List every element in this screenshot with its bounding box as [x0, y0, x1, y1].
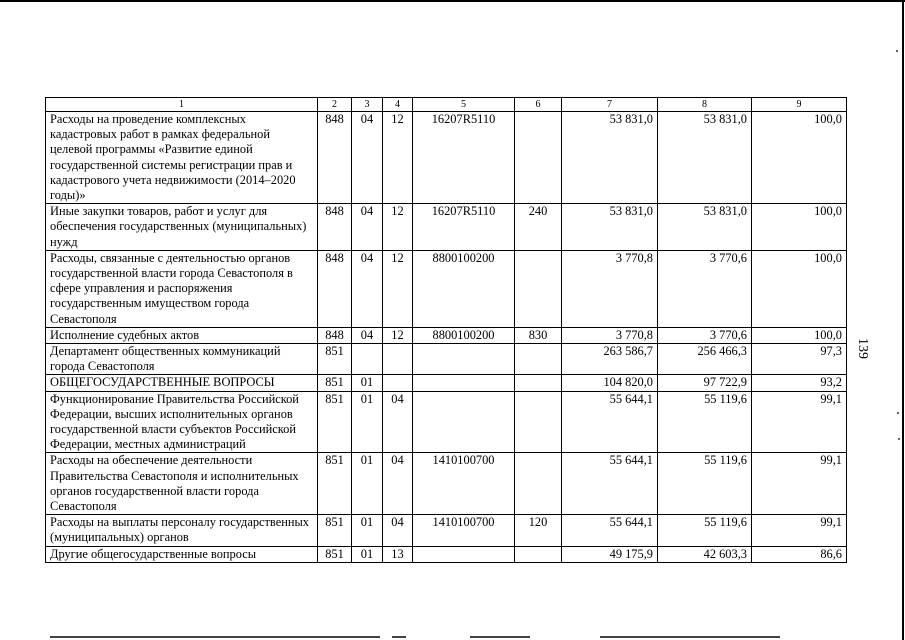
dept-code: 851 — [318, 453, 352, 515]
scan-speck — [898, 438, 900, 440]
table-row — [46, 327, 847, 343]
executed-amount: 55 119,6 — [658, 453, 752, 515]
target-item-code — [413, 391, 515, 453]
dept-code: 851 — [318, 391, 352, 453]
subsection-code: 12 — [383, 327, 413, 343]
target-item-code — [413, 344, 515, 375]
planned-amount: 55 644,1 — [562, 453, 658, 515]
expense-type-code — [515, 375, 562, 391]
planned-amount: 263 586,7 — [562, 344, 658, 375]
target-item-code: 16207R5110 — [413, 204, 515, 251]
dept-code: 851 — [318, 515, 352, 546]
target-item-code — [413, 546, 515, 562]
executed-amount: 3 770,6 — [658, 327, 752, 343]
scan-bottom-line — [50, 636, 380, 638]
planned-amount: 55 644,1 — [562, 515, 658, 546]
row-name: Расходы на выплаты персоналу государственных (муниципальных) органов — [46, 515, 318, 546]
planned-amount: 3 770,8 — [562, 250, 658, 327]
expense-type-code: 830 — [515, 327, 562, 343]
execution-percent: 99,1 — [752, 515, 847, 546]
expense-type-code: 120 — [515, 515, 562, 546]
executed-amount: 55 119,6 — [658, 391, 752, 453]
section-code: 04 — [352, 204, 383, 251]
section-code: 01 — [352, 375, 383, 391]
expense-type-code: 240 — [515, 204, 562, 251]
dept-code: 848 — [318, 327, 352, 343]
row-name: Департамент общественных коммуникаций города Севастополя — [46, 344, 318, 375]
execution-percent: 100,0 — [752, 204, 847, 251]
planned-amount: 49 175,9 — [562, 546, 658, 562]
executed-amount: 55 119,6 — [658, 515, 752, 546]
executed-amount: 42 603,3 — [658, 546, 752, 562]
column-header: 5 — [413, 98, 515, 112]
dept-code: 848 — [318, 112, 352, 204]
subsection-code: 12 — [383, 250, 413, 327]
execution-percent: 93,2 — [752, 375, 847, 391]
planned-amount: 3 770,8 — [562, 327, 658, 343]
row-name: Иные закупки товаров, работ и услуг для обеспечения государственных (муниципальных) нужд — [46, 204, 318, 251]
section-code: 01 — [352, 453, 383, 515]
column-header: 2 — [318, 98, 352, 112]
target-item-code: 16207R5110 — [413, 112, 515, 204]
planned-amount: 53 831,0 — [562, 204, 658, 251]
dept-code: 851 — [318, 546, 352, 562]
scan-speck — [896, 50, 898, 52]
table-row — [46, 515, 847, 546]
scan-bottom-line — [470, 636, 530, 638]
scan-bottom-line — [392, 636, 406, 638]
table-row — [46, 375, 847, 391]
execution-percent: 100,0 — [752, 250, 847, 327]
scan-top-border — [0, 0, 905, 2]
section-code: 01 — [352, 391, 383, 453]
section-code: 04 — [352, 112, 383, 204]
expense-type-code — [515, 546, 562, 562]
subsection-code: 04 — [383, 391, 413, 453]
column-header: 3 — [352, 98, 383, 112]
section-code: 04 — [352, 250, 383, 327]
dept-code: 848 — [318, 204, 352, 251]
expense-type-code — [515, 453, 562, 515]
execution-percent: 99,1 — [752, 391, 847, 453]
row-name: ОБЩЕГОСУДАРСТВЕННЫЕ ВОПРОСЫ — [46, 375, 318, 391]
dept-code: 851 — [318, 375, 352, 391]
table-row — [46, 546, 847, 562]
execution-percent: 99,1 — [752, 453, 847, 515]
subsection-code — [383, 375, 413, 391]
table-row — [46, 112, 847, 204]
planned-amount: 104 820,0 — [562, 375, 658, 391]
subsection-code — [383, 344, 413, 375]
column-header: 7 — [562, 98, 658, 112]
scan-bottom-line — [600, 636, 780, 638]
column-header: 1 — [46, 98, 318, 112]
section-code: 04 — [352, 327, 383, 343]
executed-amount: 97 722,9 — [658, 375, 752, 391]
table-row — [46, 344, 847, 375]
expense-type-code — [515, 391, 562, 453]
row-name: Функционирование Правительства Российской Федерации, высших исполнительных органов государственной власти субъектов Российской Федерации, местных администраций — [46, 391, 318, 453]
section-code: 01 — [352, 515, 383, 546]
execution-percent: 86,6 — [752, 546, 847, 562]
expense-type-code — [515, 250, 562, 327]
expense-type-code — [515, 112, 562, 204]
executed-amount: 256 466,3 — [658, 344, 752, 375]
column-header: 4 — [383, 98, 413, 112]
target-item-code: 8800100200 — [413, 250, 515, 327]
scan-right-border — [902, 0, 904, 640]
executed-amount: 53 831,0 — [658, 112, 752, 204]
target-item-code: 1410100700 — [413, 453, 515, 515]
execution-percent: 100,0 — [752, 327, 847, 343]
subsection-code: 13 — [383, 546, 413, 562]
planned-amount: 55 644,1 — [562, 391, 658, 453]
executed-amount: 3 770,6 — [658, 250, 752, 327]
target-item-code: 1410100700 — [413, 515, 515, 546]
budget-table — [45, 97, 847, 563]
dept-code: 851 — [318, 344, 352, 375]
table-row — [46, 204, 847, 251]
table-row — [46, 391, 847, 453]
execution-percent: 97,3 — [752, 344, 847, 375]
target-item-code: 8800100200 — [413, 327, 515, 343]
row-name: Расходы на обеспечение деятельности Правительства Севастополя и исполнительных органов государственной власти города Севастополя — [46, 453, 318, 515]
column-header: 9 — [752, 98, 847, 112]
scan-speck — [897, 412, 899, 414]
column-header: 8 — [658, 98, 752, 112]
executed-amount: 53 831,0 — [658, 204, 752, 251]
planned-amount: 53 831,0 — [562, 112, 658, 204]
table-row — [46, 250, 847, 327]
column-header: 6 — [515, 98, 562, 112]
row-name: Другие общегосударственные вопросы — [46, 546, 318, 562]
section-code — [352, 344, 383, 375]
subsection-code: 12 — [383, 112, 413, 204]
row-name: Исполнение судебных актов — [46, 327, 318, 343]
table-row — [46, 453, 847, 515]
execution-percent: 100,0 — [752, 112, 847, 204]
section-code: 01 — [352, 546, 383, 562]
row-name: Расходы на проведение комплексных кадастровых работ в рамках федеральной целевой программы «Развитие единой государственной системы регистрации прав и кадастрового учета недвижимости (2014–2020 годы)» — [46, 112, 318, 204]
subsection-code: 04 — [383, 453, 413, 515]
table-header-row — [46, 98, 847, 112]
subsection-code: 04 — [383, 515, 413, 546]
expense-type-code — [515, 344, 562, 375]
page-number: 139 — [855, 338, 870, 359]
dept-code: 848 — [318, 250, 352, 327]
target-item-code — [413, 375, 515, 391]
subsection-code: 12 — [383, 204, 413, 251]
row-name: Расходы, связанные с деятельностью органов государственной власти города Севастополя в сфере управления и распоряжения государственным имуществом города Севастополя — [46, 250, 318, 327]
